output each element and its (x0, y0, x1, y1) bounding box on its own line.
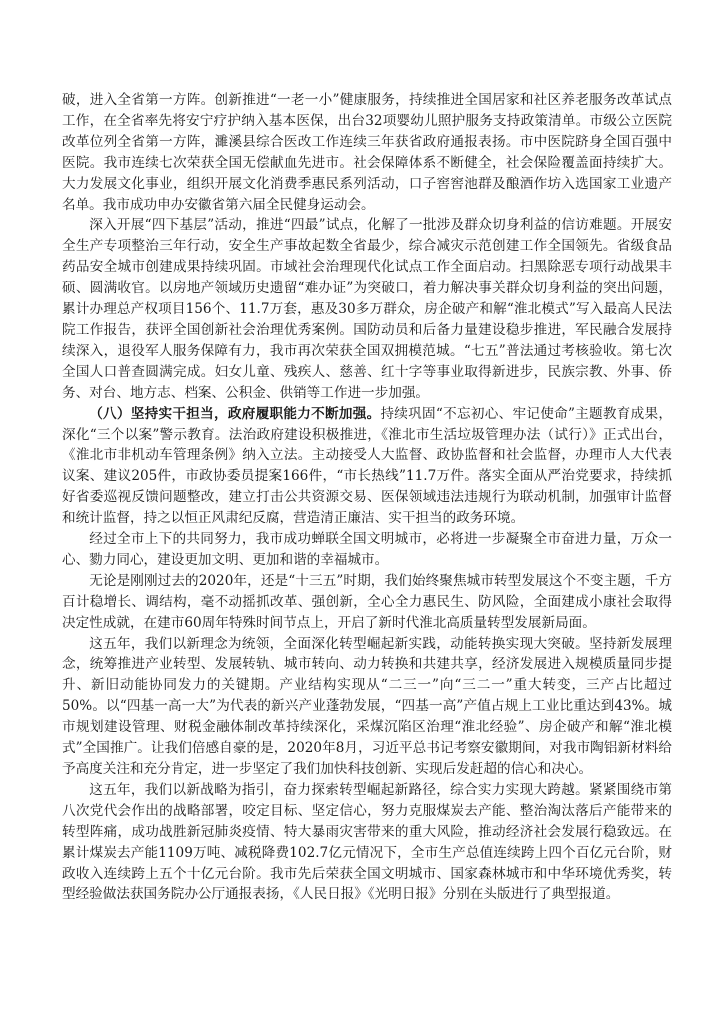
document-page (62, 90, 672, 905)
section-heading: （八）坚持实干担当，政府履职能力不断加强。 (89, 405, 381, 422)
paragraph-text: 深入开展“四下基层”活动，推进“四最”试点，化解了一批涉及群众切身利益的信访难题。开展安全生产专项整治三年行动，安全生产事故起数全省最少，综合减灾示范创建工作全国领先。省级食品药品安全城市创建成果持续巩固。市域社会治理现代化试点工作全面启动。扫黑除恶专项行动战果丰硕、圆满收官。以房地产领域历史遗留“难办证”为突破口，着力解决事关群众切身利益的突出问题，累计办理总产权项目156个、11.7万套，惠及30多万群众，房企破产和解“淮北模式”写入最高人民法院工作报告，获评全国创新社会治理优秀案例。国防动员和后备力量建设稳步推进，军民融合发展持续深入，退役军人服务保障有力，我市再次荣获全国双拥模范城。“七五”普法通过考核验收。第七次全国人口普查圆满完成。妇女儿童、残疾人、慈善、红十字等事业取得新进步，民族宗教、外事、侨务、对台、地方志、档案、公积金、供销等工作进一步加强。 (62, 217, 672, 401)
paragraph-new-concepts (62, 634, 672, 780)
paragraph-13th-five-year-summary (62, 571, 672, 634)
paragraph-new-strategy (62, 780, 672, 905)
paragraph-text: 无论是刚刚过去的2020年，还是“十三五”时期，我们始终聚焦城市转型发展这个不变主题，千方百计稳增长、调结构，毫不动摇抓改革、强创新，全心全力惠民生、防风险，全面建成小康社会取得决定性成就，在建市60周年特殊时间节点上，开启了新时代淮北高质量转型发展新局面。 (62, 572, 672, 631)
paragraph-text: 持续巩固“不忘初心、牢记使命”主题教育成果，深化“三个以案”警示教育。法治政府建设积极推进，《淮北市生活垃圾管理办法（试行）》正式出台，《淮北市非机动车管理条例》纳入立法。主动接受人大监督、政协监督和社会监督，办理市人大代表议案、建议205件，市政协委员提案166件，“市长热线”11.7万件。落实全面从严治党要求，持续抓好省委巡视反馈问题整改，建立打击公共资源交易、医保领域违法违规行为联动机制，加强审计监督和统计监督，持之以恒正风肃纪反腐，营造清正廉洁、实干担当的政务环境。 (62, 405, 672, 527)
paragraph-text: 经过全市上下的共同努力，我市成功蝉联全国文明城市，必将进一步凝聚全市奋进力量，万众一心、勠力同心，建设更加文明、更加和谐的幸福城市。 (62, 531, 672, 568)
paragraph-text: 破，进入全省第一方阵。创新推进“一老一小”健康服务，持续推进全国居家和社区养老服务改革试点工作，在全省率先将安宁疗护纳入基本医保，出台32项婴幼儿照护服务支持政策清单。市级公立医院改革位列全省第一方阵，濉溪县综合医改工作连续三年获省政府通报表扬。市中医院跻身全国百强中医院。我市连续七次荣获全国无偿献血先进市。社会保障体系不断健全，社会保险覆盖面持续扩大。大力发展文化事业，组织开展文化消费季惠民系列活动，口子窖窖池群及酿酒作坊入选国家工业遗产名单。我市成功申办安徽省第六届全民健身运动会。 (62, 92, 672, 213)
paragraph-text: 这五年，我们以新战略为指引，奋力探索转型崛起新路径，综合实力实现大跨越。紧紧围绕市第八次党代会作出的战略部署，咬定目标、坚定信心，努力克服煤炭去产能、整治淘汰落后产能带来的转型阵痛，成功战胜新冠肺炎疫情、特大暴雨灾害带来的重大风险，推动经济社会发展行稳致远。在累计煤炭去产能1109万吨、减税降费102.7亿元情况下，全市生产总值连续跨上四个百亿元台阶，财政收入连续跨上五个十亿元台阶。我市先后荣获全国文明城市、国家森林城市和中华环境优秀奖，转型经验做法获国务院办公厅通报表扬，《人民日报》《光明日报》分别在头版进行了典型报道。 (62, 781, 672, 903)
paragraph-text: 这五年，我们以新理念为统领，全面深化转型崛起新实践，动能转换实现大突破。坚持新发展理念，统筹推进产业转型、发展转轨、城市转向、动力转换和共建共享，经济发展进入规模质量同步提升、新旧动能协同发力的关键期。产业结构实现从“二三一”向“三二一”重大转变，三产占比超过50%。以“四基一高一大”为代表的新兴产业蓬勃发展，“四基一高”产值占规上工业比重达到43%。城市规划建设管理、财税金融体制改革持续深化，采煤沉陷区治理“淮北经验”、房企破产和解“淮北模式”全国推广。让我们倍感自豪的是，2020年8月，习近平总书记考察安徽期间，对我市陶铝新材料给予高度关注和充分肯定，进一步坚定了我们加快科技创新、实现后发赶超的信心和决心。 (62, 635, 672, 777)
paragraph-healthcare-culture (62, 90, 672, 215)
paragraph-government-performance (62, 404, 672, 529)
paragraph-civilized-city (62, 529, 672, 571)
paragraph-social-governance (62, 215, 672, 403)
